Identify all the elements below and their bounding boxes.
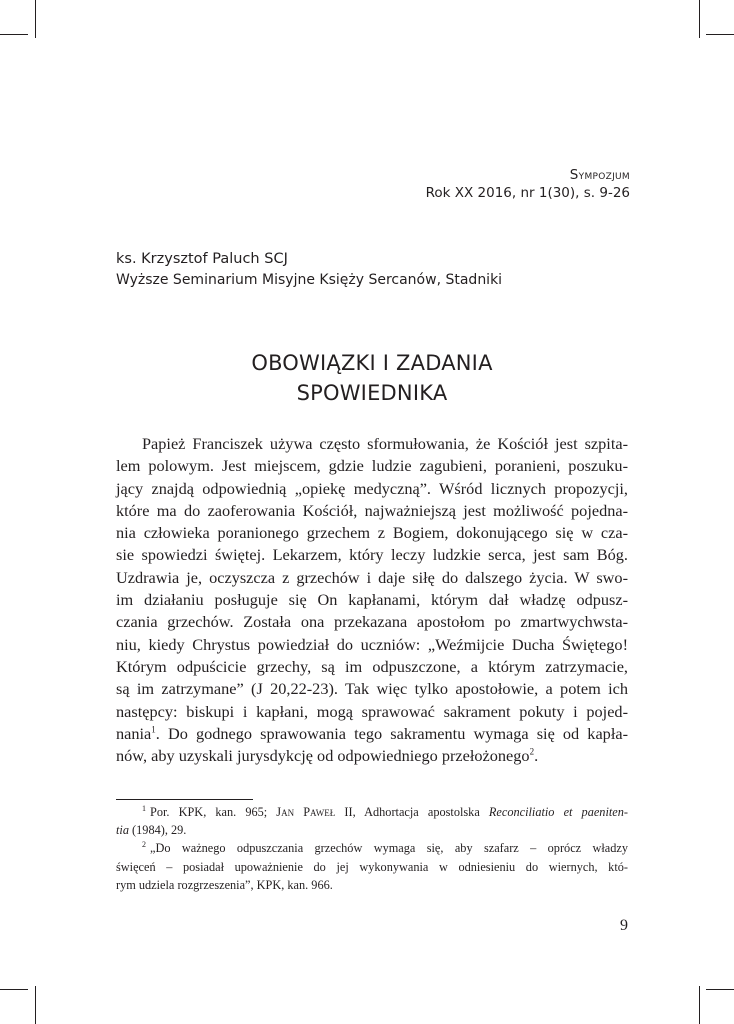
body-line [116,723,628,745]
footnote-work-title: tia [116,823,129,838]
footnote-1-continuation [116,821,628,839]
crop-mark-top-left-horizontal [0,34,28,35]
body-line: lem polowym. Jest miejscem, gdzie ludzie zagubieni, poranieni, poszuku- [116,456,628,476]
body-line-text: nania [116,723,152,743]
body-line: Którym odpuścicie grzechy, są im odpuszczone, a którym zatrzymacie, [116,656,628,676]
article-body [116,433,628,767]
body-line-text: . Do godnego sprawowania tego sakramentu wymaga się od kapła- [155,723,628,743]
article-title-line-1: OBOWIĄZKI I ZADANIA [251,351,493,375]
author-affiliation: Wyższe Seminarium Misyjne Księży Sercanów, Stadniki [116,272,503,288]
body-line: które ma do zaoferowania Kościół, najważniejszą jest możliwość pojedna- [116,500,628,520]
footnote-text: II, Adhortacja apostolska [335,805,489,819]
body-line: Uzdrawia je, oczyszcza z grzechów i daje siłę do dalszego życia. W swo- [116,567,628,587]
body-line [116,745,628,767]
page-number: 9 [620,917,628,934]
crop-mark-bottom-left-horizontal [0,989,28,990]
body-line: niu, kiedy Chrystus powiedział do uczniów: „Weźmijcie Ducha Świętego! [116,634,628,654]
body-line: są im zatrzymane” (J 20,22-23). Tak więc tylko apostołowie, a potem ich [116,679,628,699]
footnotes [116,803,628,894]
footnote-ref-1[interactable]: 1 [151,724,156,735]
footnote-separator [116,799,253,800]
footnote-number: 2 [142,840,146,850]
footnote-1 [116,803,628,821]
body-line: Papież Franciszek używa często sformułowania, że Kościół jest szpita- [142,434,628,453]
author-name: ks. Krzysztof Paluch SCJ [116,251,288,267]
crop-mark-bottom-right-horizontal [706,989,734,990]
footnote-ref-2[interactable]: 2 [529,746,535,757]
footnote-text: (1984), 29. [128,823,187,838]
crop-mark-top-right-horizontal [706,34,734,35]
body-line-text: nów, aby uzyskali jurysdykcję od odpowiedniego przełożonego [116,746,530,766]
footnote-cited-author: Jan Paweł [276,805,336,819]
footnote-2-continuation: rym udziela rozgrzeszenia”, KPK, kan. 966. [116,877,333,892]
article-title-line-2: SPOWIEDNIKA [296,381,448,405]
footnote-work-title: Reconciliatio et paeniten- [488,805,628,819]
footnote-text: Por. KPK, kan. 965; [150,805,277,819]
body-line-text: . [534,746,539,766]
crop-mark-top-right-vertical [699,0,700,38]
footnote-2 [116,839,628,857]
body-line: nia człowieka poranionego grzechem z Bogiem, dokonującego się w cza- [116,523,628,543]
body-line: im działaniu posługuje się On kapłanami, którym dał władzę odpusz- [116,590,628,610]
journal-issue: Rok XX 2016, nr 1(30), s. 9-26 [425,185,630,201]
crop-mark-top-left-vertical [35,0,36,38]
body-line: czania grzechów. Została ona przekazana apostołom po zmartwychwsta- [116,612,628,632]
body-line: następcy: biskupi i kapłani, mogą sprawować sakrament pokuty i pojed- [116,701,628,721]
crop-mark-bottom-right-vertical [699,986,700,1024]
body-line: jący znajdą odpowiednią „opiekę medyczną”. Wśród licznych propozycji, [116,478,628,498]
body-line: sie spowiedzi świętej. Lekarzem, który leczy ludzkie serca, jest sam Bóg. [116,545,628,565]
footnote-text: „Do ważnego odpuszczania grzechów wymaga się, aby szafarz – oprócz władzy [150,841,628,856]
journal-name: Sympozjum [569,167,630,183]
footnote-2-continuation: święceń – posiadał upoważnienie do jej wykonywania w odniesieniu do wiernych, któ- [116,859,628,874]
crop-mark-bottom-left-vertical [35,986,36,1024]
footnote-number: 1 [142,803,146,813]
